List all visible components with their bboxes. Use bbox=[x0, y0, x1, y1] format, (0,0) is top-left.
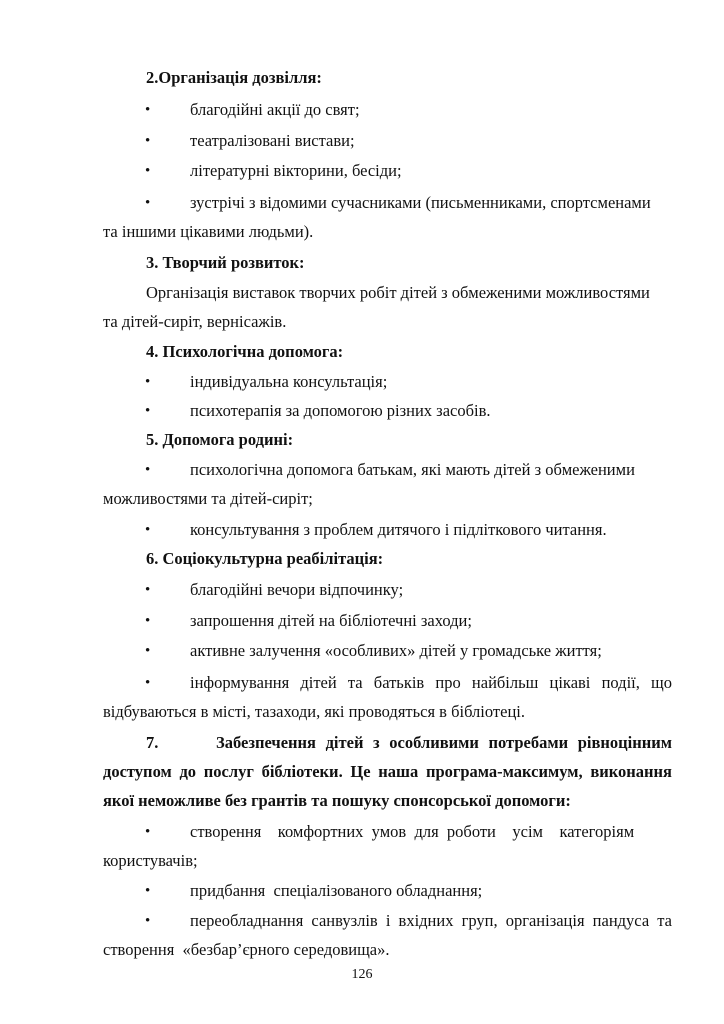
bullet: • bbox=[145, 102, 151, 118]
bullet: • bbox=[145, 613, 151, 629]
list-item: запрошення дітей на бібліотечні заходи; bbox=[190, 611, 472, 630]
list-item: театралізовані вистави; bbox=[190, 131, 355, 150]
list-item: переобладнання санвузлів і вхідних груп, організація пандуса та bbox=[190, 911, 672, 930]
list-item: придбання спеціалізованого обладнання; bbox=[190, 881, 483, 900]
list-item: активне залучення «особливих» дітей у громадське життя; bbox=[190, 641, 602, 660]
page-number: 126 bbox=[351, 967, 373, 982]
list-item: консультування з проблем дитячого і підліткового читання. bbox=[190, 520, 607, 539]
list-item-continuation: можливостями та дітей-сиріт; bbox=[103, 489, 313, 508]
bullet: • bbox=[145, 883, 151, 899]
bullet: • bbox=[145, 163, 151, 179]
bullet: • bbox=[145, 195, 151, 211]
section-heading-access: 7. Забезпечення дітей з особливими потребами рівноцінним bbox=[146, 733, 672, 752]
section-heading-access-line2: доступом до послуг бібліотеки. Це наша програма-максимум, виконання bbox=[103, 762, 672, 781]
list-item: психотерапія за допомогою різних засобів. bbox=[190, 401, 491, 420]
bullet: • bbox=[145, 374, 151, 390]
section-heading-psychological: 4. Психологічна допомога: bbox=[146, 342, 344, 361]
list-item: зустрічі з відомими сучасниками (письменниками, спортсменами bbox=[190, 193, 651, 212]
list-item-continuation: створення «безбар’єрного середовища». bbox=[103, 940, 390, 959]
section-heading-creative: 3. Творчий розвиток: bbox=[146, 253, 305, 272]
section-heading-access-line3: якої неможливе без грантів та пошуку спонсорської допомоги: bbox=[103, 791, 571, 810]
bullet: • bbox=[145, 582, 151, 598]
paragraph-continuation: та дітей-сиріт, вернісажів. bbox=[103, 312, 287, 331]
bullet: • bbox=[145, 675, 151, 691]
section-heading-sociocultural: 6. Соціокультурна реабілітація: bbox=[146, 549, 384, 568]
list-item-continuation: відбуваються в місті, тазаходи, які проводяться в бібліотеці. bbox=[103, 702, 525, 721]
list-item: створення комфортних умов для роботи усім категоріям bbox=[190, 822, 635, 841]
list-item: літературні вікторини, бесіди; bbox=[190, 161, 402, 180]
bullet: • bbox=[145, 522, 151, 538]
list-item-continuation: та іншими цікавими людьми). bbox=[103, 222, 314, 241]
bullet: • bbox=[145, 462, 151, 478]
bullet: • bbox=[145, 643, 151, 659]
bullet: • bbox=[145, 133, 151, 149]
bullet: • bbox=[145, 913, 151, 929]
list-item: інформування дітей та батьків про найбільш цікаві події, що bbox=[190, 673, 672, 692]
section-heading-leisure: 2.Організація дозвілля: bbox=[146, 68, 322, 87]
list-item: благодійні акції до свят; bbox=[190, 100, 360, 119]
bullet: • bbox=[145, 824, 151, 840]
section-heading-family: 5. Допомога родині: bbox=[146, 430, 294, 449]
bullet: • bbox=[145, 403, 151, 419]
list-item: психологічна допомога батькам, які мають дітей з обмеженими bbox=[190, 460, 635, 479]
list-item: благодійні вечори відпочинку; bbox=[190, 580, 404, 599]
list-item-continuation: користувачів; bbox=[103, 851, 198, 870]
list-item: індивідуальна консультація; bbox=[190, 372, 388, 391]
paragraph: Організація виставок творчих робіт дітей з обмеженими можливостями bbox=[146, 283, 650, 302]
